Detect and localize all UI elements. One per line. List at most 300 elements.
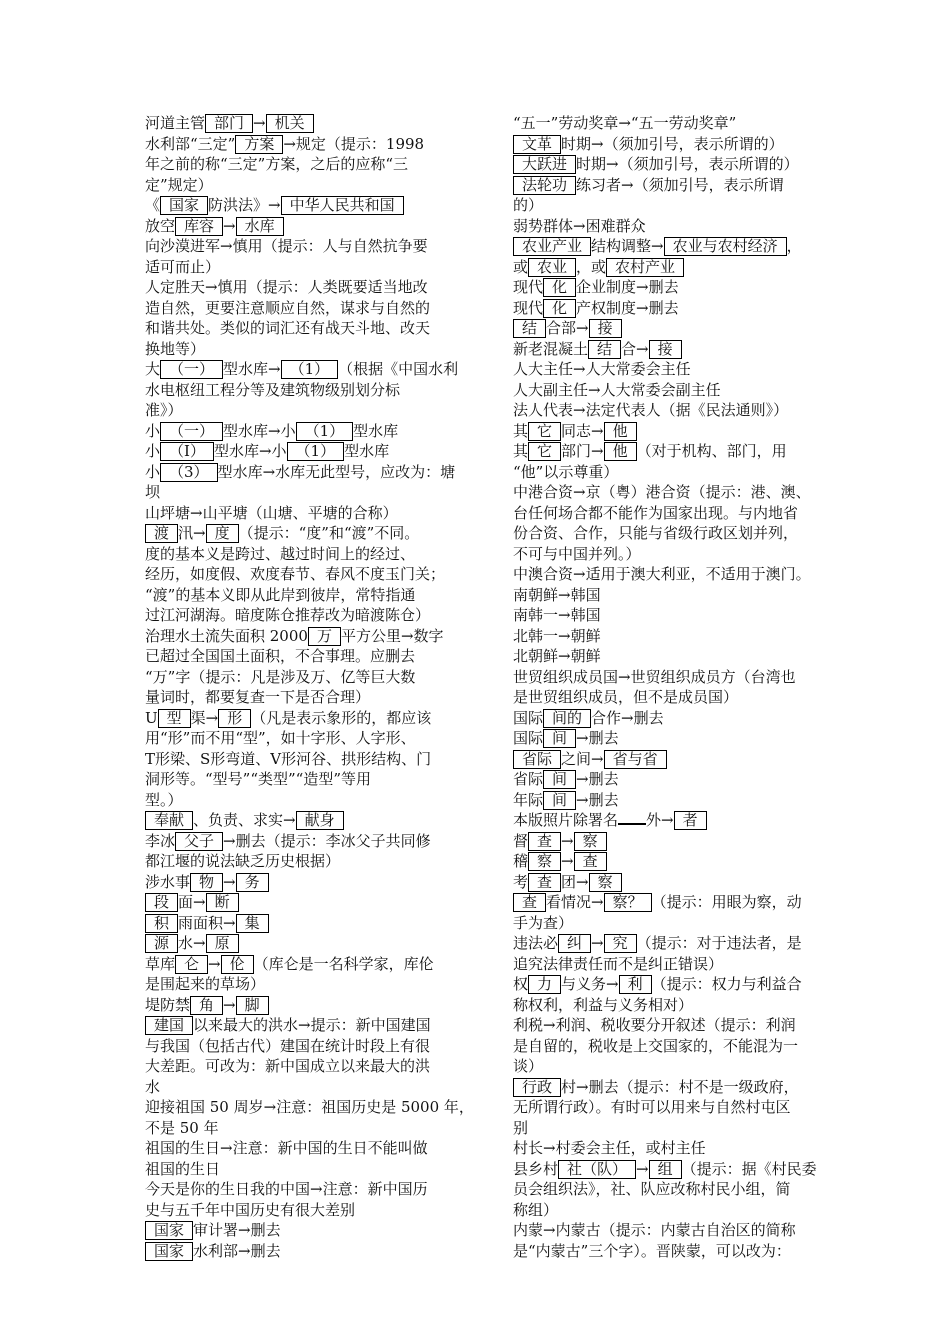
boxed-term: 源 — [145, 934, 178, 953]
text-line — [513, 1241, 855, 1262]
text-segment: 汛→ — [178, 524, 206, 542]
text-line — [513, 913, 855, 934]
text-segment: 造自然，更要注意顺应自然，谋求与自然的 — [145, 298, 431, 317]
text-segment: 手为查） — [513, 913, 574, 932]
text-segment: 放空 — [145, 216, 176, 235]
text-line — [145, 667, 493, 688]
text-line — [513, 667, 855, 688]
text-segment: → — [223, 995, 236, 1014]
boxed-term: 它 — [528, 442, 561, 461]
boxed-term: 渡 — [145, 524, 178, 543]
text-segment: 本版照片除署名 — [513, 811, 619, 829]
boxed-term: 形 — [218, 709, 251, 728]
text-line — [145, 1015, 493, 1036]
text-segment: 型水库→水库无此型号，应改为：塘 — [217, 462, 456, 481]
text-line — [513, 257, 855, 278]
text-segment: 利税→利润、税收要分开叙述（提示：利润 — [513, 1016, 796, 1034]
text-line — [513, 195, 855, 216]
text-segment: 经历，如度假、欢度春节、春风不度玉门关； — [145, 565, 446, 583]
text-segment: 人定胜天→慎用（提示：人类既要适当地改 — [145, 278, 428, 296]
text-segment: 年之前的称“三定”方案，之后的应称“三 — [145, 155, 409, 173]
boxed-term: 务 — [236, 873, 269, 892]
text-line — [513, 400, 855, 421]
text-segment: 小 — [145, 462, 161, 481]
text-segment: → — [636, 1159, 649, 1178]
text-line — [145, 175, 493, 196]
boxed-term: 它 — [528, 422, 561, 441]
boxed-term: 仑 — [175, 955, 208, 974]
text-segment: →删去（提示：李冰父子共同修 — [223, 831, 431, 850]
text-segment: （提示：据《村民委 — [681, 1159, 817, 1178]
text-segment: 换地等） — [145, 339, 206, 358]
text-line — [513, 995, 855, 1016]
boxed-term: （Ⅰ） — [160, 442, 214, 461]
text-line — [145, 646, 493, 667]
text-line — [145, 298, 493, 319]
text-line — [513, 810, 855, 831]
text-segment: 台任何场合都不能作为国家出现。与内地省 — [513, 503, 799, 522]
boxed-term: 献身 — [296, 811, 344, 830]
text-segment: 定”规定） — [145, 175, 213, 194]
text-segment: 是自留的，税收是上交国家的，不能混为一 — [513, 1036, 799, 1055]
text-segment: 《 — [145, 196, 161, 214]
boxed-term: 社（队） — [558, 1160, 636, 1179]
boxed-term: 察？ — [604, 893, 652, 912]
boxed-term: 国家 — [160, 196, 208, 215]
text-segment: 北韩一→朝鲜 — [513, 626, 601, 645]
boxed-term: （1） — [296, 422, 354, 441]
boxed-term: 法轮功 — [513, 176, 576, 195]
text-segment: 型水库→小 — [223, 421, 296, 440]
boxed-term: 水库 — [236, 217, 284, 236]
text-segment: 治理水土流失面积 2000 — [145, 626, 308, 645]
text-line — [145, 1241, 493, 1262]
text-segment: →删去 — [576, 770, 619, 788]
text-segment: 村→删去（提示：村不是一级政府， — [561, 1077, 799, 1096]
text-line — [145, 851, 493, 872]
text-segment: （对于机构、部门，用 — [636, 442, 787, 460]
text-segment: （根据《中国水利 — [338, 360, 459, 378]
boxed-term: （一） — [160, 360, 223, 379]
text-line — [513, 974, 855, 995]
text-segment: 北朝鲜→朝鲜 — [513, 647, 601, 665]
text-line — [145, 749, 493, 770]
text-segment: 祖国的生日→注意：新中国的生日不能叫做 — [145, 1139, 428, 1157]
text-line — [145, 441, 493, 462]
boxed-term: 国家 — [145, 1242, 193, 1261]
boxed-term: 角 — [190, 996, 223, 1015]
text-line — [145, 585, 493, 606]
text-segment: 洞形等。“型号”“类型”“造型”等用 — [145, 770, 372, 788]
text-segment: 李冰 — [145, 831, 176, 850]
text-line — [513, 851, 855, 872]
text-segment: 中港合资→京（粤）港合资（提示：港、澳、 — [513, 483, 811, 501]
boxed-term: 农村产业 — [606, 258, 684, 277]
text-line — [513, 134, 855, 155]
text-segment: 或 — [513, 257, 529, 276]
text-segment: 考 — [513, 872, 529, 891]
text-segment: 产权制度→删去 — [576, 298, 679, 317]
boxed-term: 纠 — [558, 934, 591, 953]
text-segment: 型。） — [145, 790, 183, 809]
boxed-term: 文革 — [513, 135, 561, 154]
text-segment: 向沙漠进军→慎用（提示：人与自然抗争要 — [145, 237, 428, 255]
text-line — [513, 605, 855, 626]
text-line — [513, 154, 855, 175]
text-segment: 适可而止） — [145, 257, 221, 276]
boxed-term: 查 — [528, 873, 561, 892]
text-segment: （库仑是一名科学家，库伦 — [253, 954, 434, 973]
boxed-term: 间的 — [543, 709, 591, 728]
text-line — [145, 605, 493, 626]
text-segment: 是“内蒙古”三个字）。晋陕蒙，可以改为： — [513, 1241, 791, 1260]
text-line — [513, 790, 855, 811]
boxed-term: 组 — [649, 1160, 682, 1179]
text-segment: → — [223, 872, 236, 891]
text-segment: 小 — [145, 421, 161, 440]
text-segment: 河道主管 — [145, 114, 206, 132]
boxed-term: 段 — [145, 893, 178, 912]
text-line — [145, 954, 493, 975]
text-segment: 度的基本义是跨过、越过时间上的经过、 — [145, 544, 416, 563]
text-segment: 量词时，都要复查一下是否合理） — [145, 688, 371, 706]
text-segment: 大差距。可改为：新中国成立以来最大的洪 — [145, 1057, 431, 1075]
text-segment: “五一”劳动奖章→“五一劳动奖章” — [513, 114, 737, 132]
text-line — [145, 1179, 493, 1200]
boxed-term: 大跃进 — [513, 155, 576, 174]
text-segment: 时期→（须加引号，表示所谓的） — [561, 134, 784, 153]
text-segment: 、负责、求实→ — [193, 811, 296, 829]
text-segment: 别 — [513, 1118, 529, 1137]
text-line — [513, 1077, 855, 1098]
text-segment: 中澳合资→适用于澳大利亚，不适用于澳门。 — [513, 565, 811, 583]
text-line — [145, 1159, 493, 1180]
text-segment: ，或 — [576, 257, 607, 276]
text-segment: 是围起来的草场） — [145, 975, 266, 993]
boxed-term: 省与省 — [604, 750, 667, 769]
text-line — [513, 1220, 855, 1241]
text-line — [145, 134, 493, 155]
text-segment: 已超过全国国土面积，不合事理。应删去 — [145, 647, 416, 665]
text-segment: 部门→ — [561, 442, 604, 460]
text-line — [513, 1015, 855, 1036]
boxed-term: 接 — [589, 319, 622, 338]
text-line — [513, 872, 855, 893]
text-line — [145, 113, 493, 134]
text-line — [145, 359, 493, 380]
text-line — [145, 872, 493, 893]
text-line — [145, 1138, 493, 1159]
text-line — [513, 564, 855, 585]
text-segment: 过江河湖海。暗度陈仓推荐改为暗渡陈仓） — [145, 606, 431, 624]
text-segment: 山坪塘→山平塘（山塘、平塘的合称） — [145, 503, 398, 522]
text-line — [513, 523, 855, 544]
text-segment: → — [561, 831, 574, 850]
text-segment: 不是 50 年 — [145, 1118, 219, 1137]
text-segment: 世贸组织成员国→世贸组织成员方（台湾也 — [513, 667, 796, 686]
boxed-term: 农业产业 — [513, 237, 591, 256]
text-segment: 的） — [513, 196, 544, 214]
boxed-term: 省际 — [513, 750, 561, 769]
text-segment: （凡是表示象形的，都应该 — [251, 708, 432, 727]
text-segment: “万”字（提示：凡是涉及万、亿等巨大数 — [145, 667, 416, 686]
text-line — [513, 749, 855, 770]
text-segment: 型水库→小 — [213, 442, 287, 460]
text-segment: 结构调整→ — [591, 237, 664, 255]
text-segment: → — [253, 114, 266, 132]
text-segment: 水利部“三定” — [145, 134, 236, 153]
text-segment: 之间→ — [561, 749, 604, 768]
text-segment: 督 — [513, 831, 529, 850]
text-segment: 型水库→ — [223, 360, 281, 378]
text-segment: U — [145, 708, 158, 727]
text-segment: T形梁、S形弯道、V形河谷、拱形结构、门 — [145, 749, 432, 768]
boxed-term: 察 — [528, 852, 561, 871]
boxed-term: 间 — [543, 729, 576, 748]
text-segment: 审计署→删去 — [193, 1221, 281, 1239]
text-segment: 用“形”而不用“型”，如十字形、人字形、 — [145, 729, 416, 747]
text-segment: 员会组织法》，社、队应改称村民小组，简 — [513, 1180, 791, 1198]
text-segment: 村长→村委会主任，或村主任 — [513, 1139, 706, 1157]
boxed-term: 察 — [589, 873, 622, 892]
boxed-term: 化 — [543, 278, 576, 297]
boxed-term: 化 — [543, 299, 576, 318]
text-line — [145, 687, 493, 708]
text-segment: →规定（提示：1998 — [283, 134, 425, 153]
text-segment: 其 — [513, 442, 529, 460]
text-line — [145, 400, 493, 421]
boxed-term: 部门 — [205, 114, 253, 133]
text-segment: 祖国的生日 — [145, 1159, 221, 1178]
text-line — [145, 913, 493, 934]
text-segment: 时期→（须加引号，表示所谓的） — [576, 155, 799, 173]
boxed-term: 他 — [604, 442, 637, 461]
text-segment: 追究法律责任而不是纠正错误） — [513, 954, 724, 973]
text-segment: 涉水事 — [145, 872, 191, 891]
text-segment: 其 — [513, 421, 529, 440]
text-line — [145, 195, 493, 216]
text-line — [513, 954, 855, 975]
right-column — [513, 113, 855, 1261]
text-segment: 水利部→删去 — [193, 1241, 281, 1260]
boxed-term: 型 — [158, 709, 191, 728]
boxed-term: 查 — [513, 893, 546, 912]
text-line — [513, 1159, 855, 1180]
boxed-term: 原 — [206, 934, 239, 953]
boxed-term: 库容 — [175, 217, 223, 236]
text-line — [513, 687, 855, 708]
boxed-term: 行政 — [513, 1078, 561, 1097]
text-line — [145, 318, 493, 339]
text-segment: 水 — [145, 1077, 161, 1096]
text-line — [145, 626, 493, 647]
text-segment: 史与五千年中国历史有很大差别 — [145, 1200, 356, 1219]
text-segment: → — [223, 216, 236, 235]
boxed-term: （1） — [287, 442, 345, 461]
text-line — [513, 1138, 855, 1159]
text-line — [513, 380, 855, 401]
text-line — [513, 339, 855, 360]
text-segment: 份合资、合作，只能与省级行政区划并列， — [513, 524, 799, 542]
text-segment: 法人代表→法定代表人（据《民法通则》） — [513, 401, 789, 419]
text-segment: “他”以示尊重） — [513, 462, 619, 481]
text-line — [145, 1118, 493, 1139]
text-line — [145, 1056, 493, 1077]
text-segment: →删去 — [576, 729, 619, 747]
boxed-term: 结 — [588, 340, 621, 359]
text-line — [145, 421, 493, 442]
text-line — [513, 175, 855, 196]
boxed-term: 接 — [649, 340, 682, 359]
text-segment: ， — [786, 237, 802, 255]
text-segment: （提示：用眼为察，动 — [651, 893, 802, 911]
text-segment: 外→ — [646, 811, 674, 829]
text-segment: 堤防禁 — [145, 995, 191, 1014]
text-segment: 南韩一→韩国 — [513, 606, 601, 624]
text-segment: 看情况→ — [546, 893, 604, 911]
text-segment: 稽 — [513, 852, 529, 870]
text-segment: 人大副主任→人大常委会副主任 — [513, 380, 721, 399]
text-line — [513, 503, 855, 524]
boxed-term: 积 — [145, 914, 178, 933]
boxed-term: 机关 — [266, 114, 314, 133]
boxed-term: （3） — [160, 463, 218, 482]
text-segment: 准》） — [145, 401, 183, 419]
text-line — [145, 503, 493, 524]
text-line — [513, 236, 855, 257]
text-line — [145, 1097, 493, 1118]
text-segment: 年际 — [513, 790, 544, 809]
text-segment: （提示：“度”和“渡”不同。 — [238, 524, 420, 542]
boxed-term: 国家 — [145, 1221, 193, 1240]
text-line — [513, 359, 855, 380]
boxed-term: 伦 — [221, 955, 254, 974]
text-line — [145, 1220, 493, 1241]
text-segment: 省际 — [513, 770, 544, 788]
text-line — [513, 113, 855, 134]
boxed-term: （1） — [281, 360, 339, 379]
text-line — [513, 277, 855, 298]
text-segment: 南朝鲜→韩国 — [513, 585, 601, 604]
text-line — [513, 708, 855, 729]
text-segment: 国际 — [513, 729, 544, 747]
boxed-term: 方案 — [235, 135, 283, 154]
text-line — [145, 831, 493, 852]
text-line — [145, 236, 493, 257]
text-line — [145, 1077, 493, 1098]
text-segment: 内蒙→内蒙古（提示：内蒙古自治区的简称 — [513, 1221, 796, 1239]
boxed-term: 力 — [528, 975, 561, 994]
text-segment: （提示：权力与利益合 — [651, 975, 802, 993]
text-line — [513, 769, 855, 790]
text-segment: → — [208, 954, 221, 973]
boxed-term: 农业 — [528, 258, 576, 277]
text-segment: 国际 — [513, 708, 544, 727]
text-line — [145, 810, 493, 831]
text-line — [513, 441, 855, 462]
text-segment: 雨面积→ — [178, 913, 236, 932]
text-segment: 面→ — [178, 893, 206, 911]
text-line — [513, 421, 855, 442]
text-segment: 渠→ — [190, 708, 219, 727]
text-segment: 以来最大的洪水→提示：新中国建国 — [193, 1016, 431, 1034]
text-line — [145, 462, 493, 483]
text-segment: 称组） — [513, 1200, 559, 1219]
text-line — [145, 257, 493, 278]
text-segment: 小 — [145, 442, 161, 460]
boxed-term: 奉献 — [145, 811, 193, 830]
boxed-term: 中华人民共和国 — [281, 196, 404, 215]
boxed-term: 父子 — [175, 832, 223, 851]
text-segment: 现代 — [513, 278, 544, 296]
text-line — [513, 646, 855, 667]
text-segment: 练习者→（须加引号，表示所谓 — [576, 175, 784, 194]
boxed-term: 间 — [543, 770, 576, 789]
text-line — [145, 1200, 493, 1221]
text-line — [145, 380, 493, 401]
boxed-term: 万 — [308, 627, 341, 646]
text-segment: 不可与中国并列。） — [513, 544, 641, 563]
text-line — [513, 216, 855, 237]
text-line — [513, 482, 855, 503]
text-line — [145, 933, 493, 954]
text-line — [145, 216, 493, 237]
text-line — [145, 523, 493, 544]
text-line — [513, 318, 855, 339]
boxed-term: 查 — [574, 852, 607, 871]
text-segment: “渡”的基本义即从此岸到彼岸，常特指通 — [145, 585, 416, 604]
text-segment: 和谐共处。类似的词汇还有战天斗地、改天 — [145, 319, 431, 337]
boxed-term — [618, 823, 646, 825]
text-segment: 同志→ — [561, 421, 604, 440]
text-line — [513, 1056, 855, 1077]
text-line — [145, 892, 493, 913]
text-segment: → — [591, 934, 604, 952]
text-line — [513, 1118, 855, 1139]
text-segment: 合→ — [621, 339, 649, 358]
left-column — [145, 113, 493, 1261]
boxed-term: 断 — [206, 893, 239, 912]
text-segment: 水→ — [178, 934, 206, 952]
text-line — [145, 974, 493, 995]
text-line — [513, 544, 855, 565]
text-segment: 型水库 — [353, 421, 399, 440]
text-segment: 权 — [513, 975, 529, 993]
text-line — [513, 626, 855, 647]
text-segment: 谈） — [513, 1057, 544, 1075]
text-segment: 水电枢纽工程分等及建筑物级别划分标 — [145, 380, 401, 399]
text-segment: 合部→ — [546, 319, 589, 337]
text-line — [145, 564, 493, 585]
boxed-term: 查 — [528, 832, 561, 851]
text-segment: 草库 — [145, 954, 176, 973]
text-segment: 现代 — [513, 298, 544, 317]
text-segment: 防洪法》→ — [208, 196, 281, 214]
boxed-term: 结 — [513, 319, 546, 338]
text-line — [145, 339, 493, 360]
text-line — [513, 892, 855, 913]
text-segment: 团→ — [561, 872, 589, 891]
text-segment: 弱势群体→困难群众 — [513, 216, 646, 235]
boxed-term: 察 — [574, 832, 607, 851]
boxed-term: 脚 — [236, 996, 269, 1015]
text-line — [145, 154, 493, 175]
boxed-term: 究 — [604, 934, 637, 953]
text-line — [145, 277, 493, 298]
text-line — [513, 831, 855, 852]
boxed-term: 物 — [190, 873, 223, 892]
text-segment: 大 — [145, 360, 161, 378]
